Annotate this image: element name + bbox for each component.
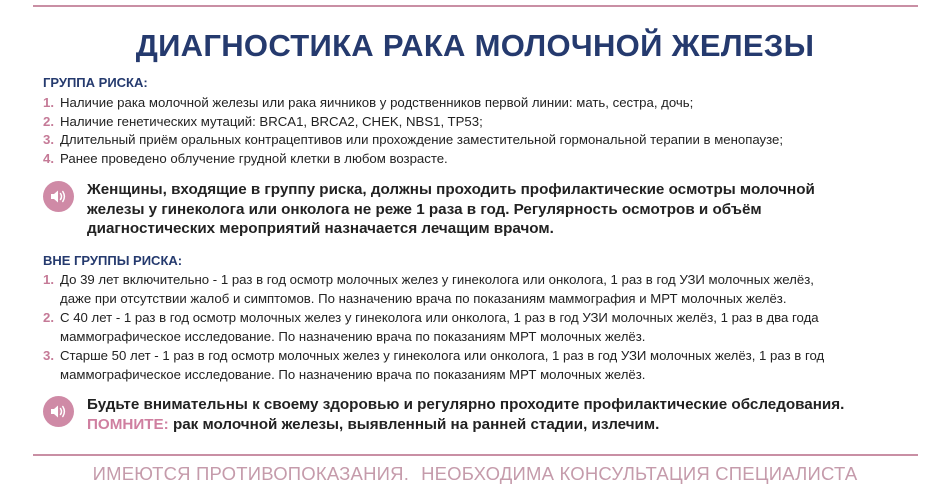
footer-consultation: НЕОБХОДИМА КОНСУЛЬТАЦИЯ СПЕЦИАЛИСТА xyxy=(421,463,858,484)
list-item xyxy=(43,309,923,346)
speaker-icon xyxy=(43,396,74,427)
list-item xyxy=(43,271,923,308)
list-item-line: маммографическое исследование. По назначению врача по показаниям МРТ молочных желёз. xyxy=(60,328,646,344)
list-item-number: 3. xyxy=(43,132,54,147)
bottom-divider xyxy=(33,454,918,456)
speaker-icon xyxy=(43,181,74,212)
list-item-line: маммографическое исследование. По назначению врача по показаниям МРТ молочных желёз. xyxy=(60,366,646,382)
remember-text: рак молочной железы, выявленный на ранней стадии, излечим. xyxy=(168,415,660,433)
list-item xyxy=(43,150,923,169)
list-item-number: 2. xyxy=(43,113,54,129)
list-item-text: Длительный приём оральных контрацептивов или прохождение заместительной гормональной терапии в менопаузе; xyxy=(60,132,784,147)
list-item-number: 2. xyxy=(43,310,54,325)
notice-line: Будьте внимательны к своему здоровью и регулярно проходите профилактические обследования. xyxy=(87,396,845,413)
reminder-notice xyxy=(43,395,923,434)
list-item-line: Старше 50 лет - 1 раз в год осмотр молочных желез у гинеколога или онколога, 1 раз в год УЗИ молочных желёз, 1 раз в год xyxy=(60,348,825,363)
notice-text xyxy=(87,180,923,239)
list-item xyxy=(43,94,923,113)
footer-disclaimer xyxy=(0,463,950,485)
list-item xyxy=(43,113,923,132)
footer-contraindications: ИМЕЮТСЯ ПРОТИВОПОКАЗАНИЯ. xyxy=(92,463,410,484)
remember-label: ПОМНИТЕ: xyxy=(87,415,169,433)
list-item-line: До 39 лет включительно - 1 раз в год осмотр молочных желез у гинеколога или онколога, 1 раз в год УЗИ молочных желёз, xyxy=(60,272,814,287)
notice-line: железы у гинеколога или онколога не реже 1 раза в год. Регулярность осмотров и объём xyxy=(87,200,762,218)
non-risk-group-heading: ВНЕ ГРУППЫ РИСКА: xyxy=(43,253,183,268)
list-item-line: С 40 лет - 1 раз в год осмотр молочных желез у гинеколога или онколога, 1 раз в год УЗИ молочных желёз, 1 раз в два года xyxy=(60,310,819,325)
list-item-number: 4. xyxy=(43,150,54,166)
list-item-number: 1. xyxy=(43,272,54,287)
risk-group-list xyxy=(43,94,923,168)
notice-line xyxy=(87,415,923,435)
list-item xyxy=(43,347,923,384)
list-item xyxy=(43,131,923,150)
risk-group-heading: ГРУППА РИСКА: xyxy=(43,75,148,90)
risk-group-notice xyxy=(43,180,923,239)
notice-line: Женщины, входящие в группу риска, должны проходить профилактические осмотры молочной xyxy=(87,181,815,198)
list-item-number: 3. xyxy=(43,348,54,363)
notice-text xyxy=(87,395,923,434)
notice-line: диагностических мероприятий назначается лечащим врачом. xyxy=(87,220,554,237)
non-risk-group-list xyxy=(43,271,923,385)
list-item-text: Наличие генетических мутаций: BRCA1, BRCA2, CHEK, NBS1, TP53; xyxy=(60,113,483,129)
list-item-line: даже при отсутствии жалоб и симптомов. По назначению врача по показаниям маммография и МРТ молочных желёз. xyxy=(60,290,787,306)
list-item-text: Ранее проведено облучение грудной клетки в любом возрасте. xyxy=(60,150,448,166)
list-item-number: 1. xyxy=(43,95,54,110)
top-divider xyxy=(33,5,918,7)
page-title: ДИАГНОСТИКА РАКА МОЛОЧНОЙ ЖЕЛЕЗЫ xyxy=(135,28,815,63)
list-item-text: Наличие рака молочной железы или рака яичников у родственников первой линии: мать, сестра, дочь; xyxy=(60,95,694,110)
